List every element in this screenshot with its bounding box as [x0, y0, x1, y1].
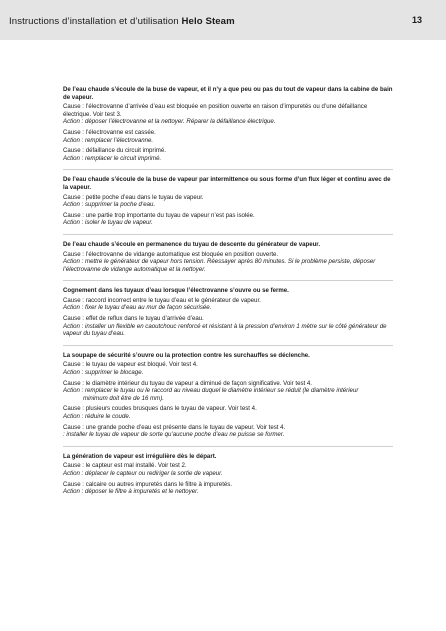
header-title-product: Helo Steam [181, 16, 235, 27]
page-number: 13 [411, 15, 422, 25]
cause-text: Cause : le diamètre intérieur du tuyau de vapeur a diminué de façon significative. Voir test 4. [63, 379, 312, 387]
section-pipe-knocking [63, 287, 393, 346]
action-text: Action : isoler le tuyau de vapeur. [63, 219, 153, 227]
cause-action-pair [63, 462, 393, 477]
action-text-continued: minimum doit être de 16 mm). [83, 394, 164, 402]
action-text: Action : remplacer le circuit imprimé. [63, 154, 162, 162]
cause-text: Cause : une grande poche d’eau est présente dans le tuyau de vapeur. Voir test 4. [63, 423, 286, 431]
section-title: La soupape de sécurité s’ouvre ou la protection contre les surchauffes se déclenche. [63, 351, 310, 359]
action-text: Action : déposer l’électrovanne et la nettoyer. Réparer la défaillance électrique. [63, 118, 276, 126]
action-text: Action : mettre le générateur de vapeur hors tension. Réessayer après 80 minutes. Si le problème persiste, déposer l’électrovanne de vidange automatique et la nettoyer. [63, 258, 376, 273]
cause-text: Cause : l’électrovanne est cassée. [63, 128, 156, 136]
cause-action-pair [63, 147, 393, 162]
cause-text: Cause : plusieurs coudes brusques dans le tuyau de vapeur. Voir test 4. [63, 405, 257, 413]
cause-action-pair [63, 103, 393, 126]
header-title-regular: Instructions d’installation et d’utilisation [9, 16, 182, 27]
cause-text: Cause : l’électrovanne de vidange automatique est bloquée en position ouverte. [63, 250, 279, 258]
action-text: Action : installer un flexible en caoutchouc renforcé et résistant à la pression d’environ 1 mètre sur le côté générateur de vapeur du tuyau d’eau. [63, 322, 387, 338]
cause-text: Cause : une partie trop importante du tuyau de vapeur n’est pas isolée. [63, 211, 255, 219]
cause-action-pair [63, 380, 393, 403]
section-title: De l’eau chaude s’écoule de la buse de vapeur par intermittence ou sous forme d’un flux léger et continu avec de la vapeur. [63, 176, 391, 191]
section-title: La génération de vapeur est irrégulière dès le départ. [63, 452, 217, 460]
action-text: Action : réduire le coude. [63, 413, 131, 420]
cause-action-pair [63, 297, 393, 312]
section-drain-pipe-flow [63, 241, 393, 281]
cause-text: Cause : effet de reflux dans le tuyau d’arrivée d’eau. [63, 315, 204, 323]
action-text: Action : supprimer la poche d’eau. [63, 201, 156, 209]
action-text: Action : fixer le tuyau d’eau au mur de façon sécurisée. [63, 304, 212, 312]
action-text: Action : supprimer le blocage. [63, 369, 144, 377]
cause-text: Cause : petite poche d’eau dans le tuyau de vapeur. [63, 193, 204, 201]
section-hot-water-no-steam [63, 86, 393, 170]
action-text: Action : déposer le filtre à impuretés et le nettoyer. [63, 488, 199, 496]
cause-text: Cause : l’électrovanne d’arrivée d’eau est bloquée en position ouverte en raison d’impuretés ou d’une défaillance électrique. Voir test 3. [63, 103, 368, 118]
header-title [9, 16, 235, 27]
cause-text: Cause : raccord incorrect entre le tuyau d’eau et le générateur de vapeur. [63, 296, 261, 304]
cause-action-pair [63, 481, 393, 496]
section-safety-valve [63, 352, 393, 447]
cause-text: Cause : calcaire ou autres impuretés dans le filtre à impuretés. [63, 480, 233, 488]
troubleshooting-content [63, 86, 393, 509]
action-text: : installer le tuyau de vapeur de sorte qu’aucune poche d’eau ne puisse se former. [63, 431, 285, 439]
cause-action-pair [63, 194, 393, 209]
cause-text: Cause : le capteur est mal installé. Voir test 2. [63, 462, 187, 470]
action-text: Action : remplacer l’électrovanne. [63, 136, 154, 144]
action-text: Action : déplacer le capteur ou rediriger la sortie de vapeur. [63, 469, 223, 477]
cause-action-pair [63, 405, 393, 420]
cause-action-pair [63, 212, 393, 227]
page-header [0, 0, 446, 40]
section-title: De l’eau chaude s’écoule de la buse de vapeur, et il n’y a que peu ou pas du tout de vapeur dans la cabine de bain de vapeur. [63, 86, 393, 101]
cause-action-pair [63, 251, 393, 274]
section-title: Cognement dans les tuyaux d’eau lorsque l’électrovanne s’ouvre ou se ferme. [63, 287, 289, 295]
section-intermittent-hot-water [63, 176, 393, 235]
cause-action-pair [63, 424, 393, 439]
cause-action-pair [63, 361, 393, 376]
cause-text: Cause : le tuyau de vapeur est bloqué. Voir test 4. [63, 361, 198, 369]
cause-action-pair [63, 129, 393, 144]
section-irregular-steam [63, 453, 393, 503]
section-title: De l’eau chaude s’écoule en permanence du tuyau de descente du générateur de vapeur. [63, 240, 321, 248]
cause-action-pair [63, 315, 393, 338]
action-text: Action : remplacer le tuyau ou le raccord au niveau duquel le diamètre intérieur se réduit (le diamètre intérieur [63, 387, 359, 395]
cause-text: Cause : défaillance du circuit imprimé. [63, 147, 166, 155]
